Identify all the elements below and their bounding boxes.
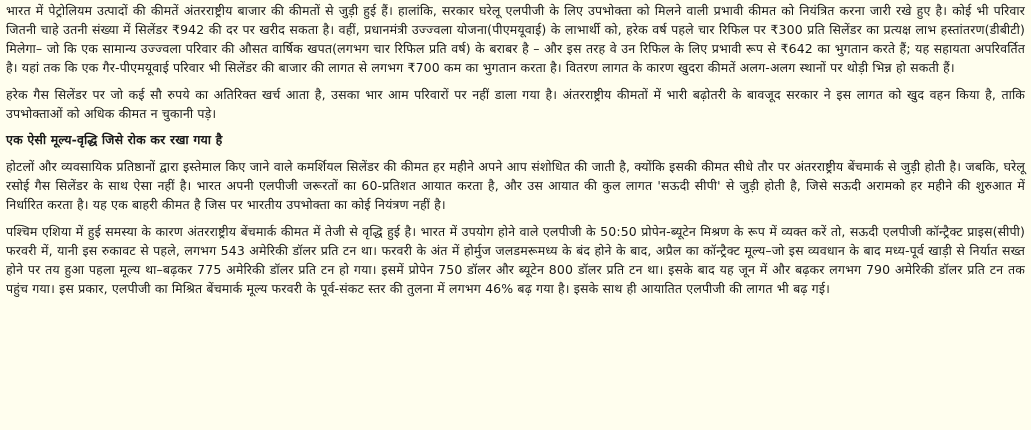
paragraph-commercial-cylinder: होटलों और व्यवसायिक प्रतिष्ठानों द्वारा इस्तेमाल किए जाने वाले कमर्शियल सिलेंडर की कीमत हर महीने अपने आप संशोधित की जाती है, क्योंकि इसकी कीमत सीधे तौर पर अंतरराष्ट्रीय बेंचमार्क से जुड़ी होती है। जबकि, घरेलू रसोई गैस सिलेंडर के साथ ऐसा नहीं है। भारत अपनी एलपीजी जरूरतों का 60-प्रतिशत आयात करता है, और उस आयात की कुल लागत 'सऊदी सीपी' से जुड़ी होती है, जिसे सऊदी अरामको हर महीने की शुरुआत में निर्धारित करता है। यह एक बाहरी कीमत है जिस पर भारतीय उपभोक्ता का कोई नियंत्रण नहीं है। [6, 159, 1025, 213]
paragraph-price-control: भारत में पेट्रोलियम उत्पादों की कीमतें अंतरराष्ट्रीय बाजार की कीमतों से जुड़ी हुई हैं। हालांकि, सरकार घरेलू एलपीजी के लिए उपभोक्ता को मिलने वाली प्रभावी कीमत को नियंत्रित करना जारी रखे हुए है। कोई भी परिवार जितनी चाहे उतनी संख्या में सिलेंडर ₹942 की दर पर खरीद सकता है। वहीं, प्रधानमंत्री उज्ज्वला योजना(पीएमयूवाई) के लाभार्थी को, हरेक वर्ष पहले चार रिफिल पर ₹300 प्रति सिलेंडर का प्रत्यक्ष लाभ हस्तांतरण(डीबीटी) मिलेगा– जो कि एक सामान्य उज्ज्वला परिवार की औसत वार्षिक खपत(लगभग चार रिफिल प्रति वर्ष) के बराबर है – और इस तरह वे उन रिफिल के लिए प्रभावी रूप से ₹642 का भुगतान करते हैं; यह सहायता अपरिवर्तित है। यहां तक कि एक गैर-पीएमयूवाई परिवार भी सिलेंडर की बाजार की लागत से लगभग ₹700 कम का भुगतान करता है। वितरण लागत के कारण खुदरा कीमतें अलग-अलग स्थानों पर थोड़ी भिन्न हो सकती हैं। [6, 3, 1025, 75]
section-heading: एक ऐसी मूल्य-वृद्धि जिसे रोक कर रखा गया है [6, 132, 223, 148]
paragraph-benchmark-rise: पश्चिम एशिया में हुई समस्या के कारण अंतरराष्ट्रीय बेंचमार्क कीमत में तेजी से वृद्धि हुई है। भारत में उपयोग होने वाले एलपीजी के 50:50 प्रोपेन-ब्यूटेन मिश्रण के रूप में व्यक्त करें तो, सऊदी एलपीजी कॉन्ट्रैक्ट प्राइस(सीपी) फरवरी में, यानी इस रुकावट से पहले, लगभग 543 अमेरिकी डॉलर प्रति टन था। फरवरी के अंत में होर्मुज जलडमरूमध्य के बंद होने के बाद, अप्रैल का कॉन्ट्रैक्ट मूल्य–जो इस व्यवधान के बाद मध्य-पूर्व खाड़ी से निर्यात सख्त होने पर तय हुआ पहला मूल्य था–बढ़कर 775 अमेरिकी डॉलर प्रति टन हो गया। इसमें प्रोपेन 750 डॉलर और ब्यूटेन 800 डॉलर प्रति टन था। इसके बाद यह जून में और बढ़कर लगभग 790 अमेरिकी डॉलर प्रति टन तक पहुंच गया। इस प्रकार, एलपीजी का मिश्रित बेंचमार्क मूल्य फरवरी के पूर्व-संकट स्तर की तुलना में लगभग 46% बढ़ गया है। इसके साथ ही आयातित एलपीजी की लागत भी बढ़ गई। [6, 224, 1025, 296]
paragraph-extra-cost: हरेक गैस सिलेंडर पर जो कई सौ रुपये का अतिरिक्त खर्च आता है, उसका भार आम परिवारों पर नहीं डाला गया है। अंतरराष्ट्रीय कीमतों में भारी बढ़ोतरी के बावजूद सरकार ने इस लागत को खुद वहन किया है, ताकि उपभोक्ताओं को अधिक कीमत न चुकानी पड़े। [6, 86, 1025, 121]
